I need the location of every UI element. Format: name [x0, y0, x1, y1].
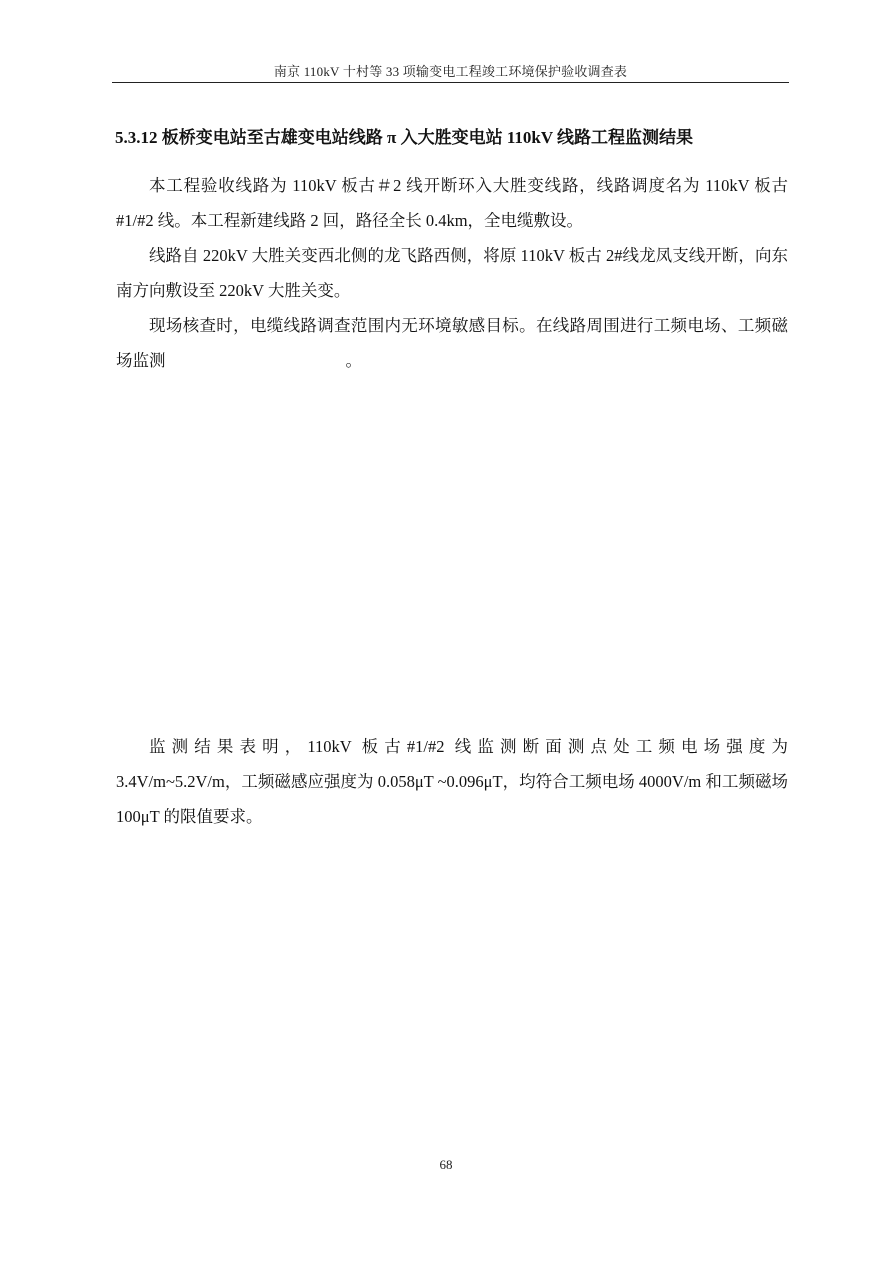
site-inspection-end: 。 [345, 351, 362, 370]
paragraph-line-description: 本工程验收线路为 110kV 板古＃2 线开断环入大胜变线路，线路调度名为 110kV 板古#1/#2 线。本工程新建线路 2 回，路径全长 0.4km，全电缆敷设。 [116, 176, 788, 230]
site-inspection-text: 现场核查时，电缆线路调查范围内无环境敏感目标。在线路周围进行工频电场、工频磁场监测 [116, 316, 788, 370]
paragraph-monitoring-results [116, 729, 788, 834]
paragraph-site-inspection [116, 308, 788, 378]
header-rule [112, 82, 789, 83]
section-heading: 5.3.12 板桥变电站至古雄变电站线路 π 入大胜变电站 110kV 线路工程监测结果 [115, 128, 694, 147]
running-header: 南京 110kV 十村等 33 项输变电工程竣工环境保护验收调查表 [273, 64, 628, 79]
monitoring-results-rest: 3.4V/m~5.2V/m，工频磁感应强度为 0.058μT ~0.096μT，均符合工频电场 4000V/m 和工频磁场 100μT 的限值要求。 [116, 772, 788, 826]
monitoring-results-line1: 监测结果表明，110kV 板古#1/#2 线监测断面测点处工频电场强度为 [149, 737, 788, 756]
paragraph-route-description: 线路自 220kV 大胜关变西北侧的龙飞路西侧，将原 110kV 板古 2#线龙凤支线开断，向东南方向敷设至 220kV 大胜关变。 [116, 246, 788, 300]
page-number: 68 [439, 1157, 453, 1172]
